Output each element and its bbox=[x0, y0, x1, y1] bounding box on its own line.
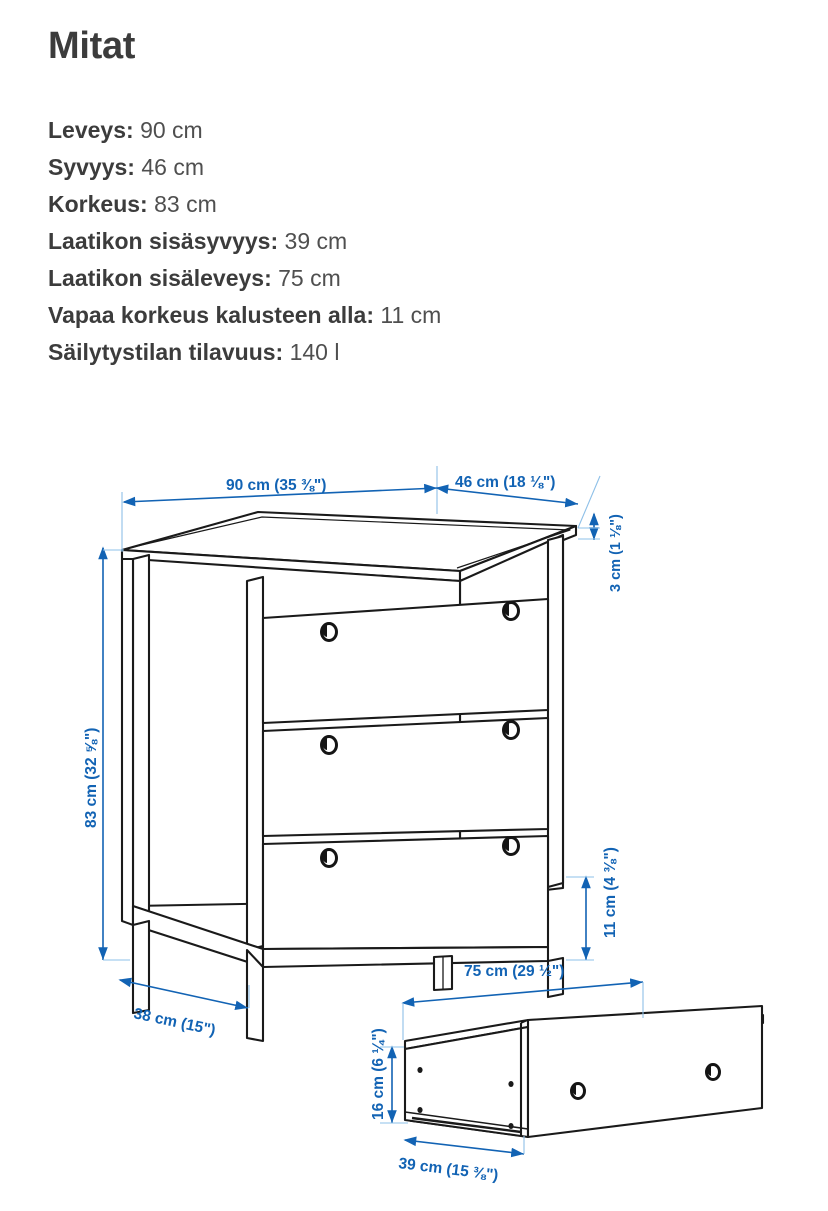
spec-label: Vapaa korkeus kalusteen alla: bbox=[48, 302, 375, 328]
spec-label: Korkeus: bbox=[48, 191, 148, 217]
spec-row-vapaa-korkeus bbox=[48, 297, 748, 334]
dimension-label-height: 83 cm (32 ⅝") bbox=[83, 727, 100, 828]
spec-row-syvyys bbox=[48, 149, 748, 186]
knob-top-left bbox=[322, 623, 337, 641]
chest-of-drawers-drawing bbox=[122, 512, 576, 1041]
spec-value: 11 cm bbox=[380, 302, 442, 328]
leg-lower-front-left bbox=[133, 921, 149, 1013]
dimension-label-top-thickness: 3 cm (1 ⅛") bbox=[608, 514, 624, 592]
spec-label: Säilytystilan tilavuus: bbox=[48, 339, 284, 365]
spec-value: 46 cm bbox=[141, 154, 204, 180]
spec-row-korkeus bbox=[48, 186, 748, 223]
knob-bottom-left bbox=[322, 849, 337, 867]
dimension-label-width: 90 cm (35 ⅜") bbox=[226, 477, 327, 494]
dimension-label-drawer-depth: 39 cm (15 ⅜") bbox=[397, 1155, 500, 1185]
knob-middle-right bbox=[504, 721, 519, 739]
spec-label: Laatikon sisäsyvyys: bbox=[48, 228, 279, 254]
leg-back-left bbox=[122, 559, 133, 925]
spec-value: 75 cm bbox=[278, 265, 341, 291]
dimension-label-base-depth: 38 cm (15") bbox=[132, 1005, 218, 1040]
drawer-detail-knob-left bbox=[572, 1083, 585, 1099]
knob-middle-left bbox=[322, 736, 337, 754]
spec-value: 140 l bbox=[289, 339, 340, 365]
knob-bottom-right bbox=[504, 837, 519, 855]
spec-value: 90 cm bbox=[140, 117, 203, 143]
leg-front-left bbox=[133, 555, 149, 925]
spec-label: Syvyys: bbox=[48, 154, 135, 180]
dimensions-diagram bbox=[0, 440, 828, 1211]
dimension-label-clearance: 11 cm (4 ⅜") bbox=[602, 847, 619, 938]
spec-row-laatikon-sisasyvyys bbox=[48, 223, 748, 260]
spec-label: Laatikon sisäleveys: bbox=[48, 265, 272, 291]
dimension-label-drawer-height: 16 cm (6 ¼") bbox=[370, 1028, 387, 1120]
drawer-detail-knob-right bbox=[707, 1064, 720, 1080]
spec-row-leveys bbox=[48, 112, 748, 149]
center-support-foot bbox=[434, 956, 452, 990]
specifications-list bbox=[48, 112, 748, 371]
dimension-label-drawer-width: 75 cm (29 ½") bbox=[464, 963, 565, 980]
page-title: Mitat bbox=[48, 25, 136, 67]
cabinet-corner-post bbox=[247, 577, 263, 950]
leg-front-right bbox=[548, 536, 563, 887]
spec-value: 39 cm bbox=[284, 228, 348, 254]
spec-row-sailytystilan-tilavuus bbox=[48, 334, 748, 371]
spec-label: Leveys: bbox=[48, 117, 134, 143]
drawer-front-panel bbox=[521, 1006, 762, 1137]
spec-row-laatikon-sisaleveys bbox=[48, 260, 748, 297]
knob-top-right bbox=[504, 602, 519, 620]
dimension-label-depth-top: 46 cm (18 ⅛") bbox=[455, 474, 556, 491]
spec-value: 83 cm bbox=[154, 191, 217, 217]
